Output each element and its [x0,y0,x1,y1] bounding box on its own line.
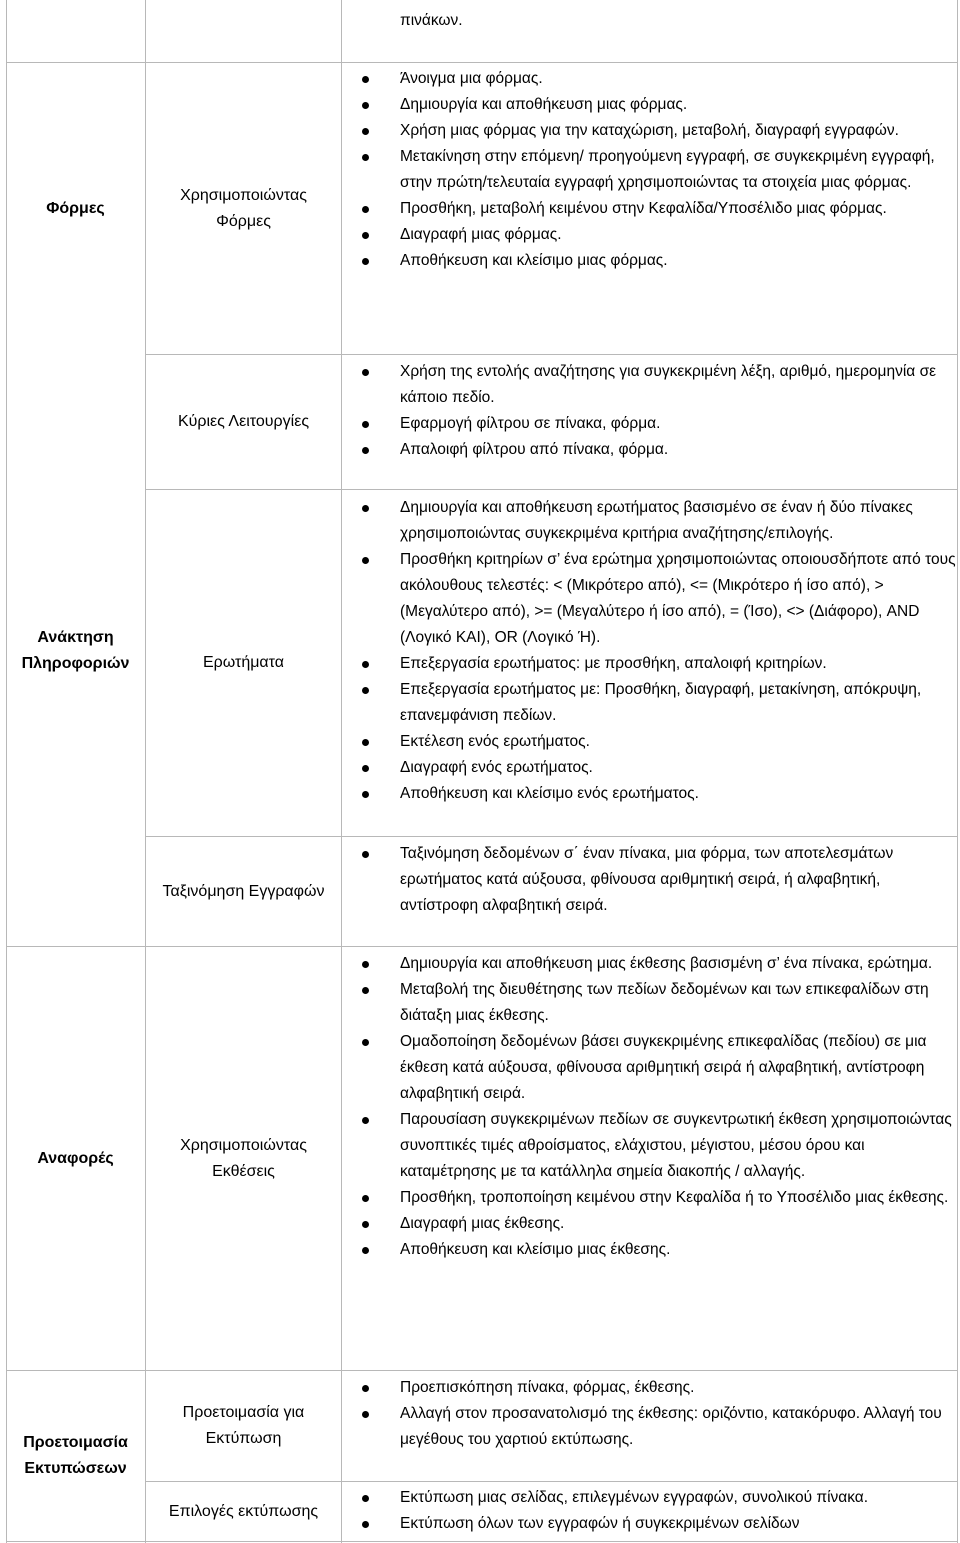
category-label: Ανάκτηση Πληροφοριών [21,628,130,672]
list-item: Άνοιγμα μια φόρμας. [362,66,958,92]
subcategory-label: Χρησιμοποιώντας Εκθέσεις [180,1136,307,1180]
bullet-icon [362,1511,372,1537]
subcategory-main-functions: Κύριες Λειτουργίες [177,413,310,430]
list-item: Προσθήκη, τροποποίηση κειμένου στην Κεφαλίδα ή το Υποσέλιδο μιας έκθεσης. [362,1185,958,1211]
bullet-icon [362,196,372,222]
bullet-icon [362,1401,372,1427]
list-item: Δημιουργία και αποθήκευση ερωτήματος βασισμένο σε έναν ή δύο πίνακες χρησιμοποιώντας συγκεκριμένα κριτήρια αναζήτησης/επιλογής. [362,495,958,547]
list-item: Επεξεργασία ερωτήματος με: Προσθήκη, διαγραφή, μετακίνηση, απόκρυψη, επανεμφάνιση πεδίων. [362,677,958,729]
prepare-print-items [362,1375,958,1453]
subcategory-print-options: Επιλογές εκτύπωσης [168,1502,319,1520]
bullet-icon [362,66,372,92]
main-functions-items [362,359,958,463]
list-item: Προσθήκη, μεταβολή κειμένου στην Κεφαλίδα/Υποσέλιδο μιας φόρμας. [362,196,958,222]
subcategory-label: Χρησιμοποιώντας Φόρμες [180,186,307,230]
bullet-icon [362,1375,372,1401]
bullet-icon [362,437,372,463]
list-item: Αποθήκευση και κλείσιμο ενός ερωτήματος. [362,781,958,807]
bullet-icon [362,1237,372,1263]
bullet-icon [362,1107,372,1133]
bullet-icon [362,92,372,118]
bullet-icon [362,677,372,703]
list-item: Αποθήκευση και κλείσιμο μιας φόρμας. [362,248,958,274]
bullet-icon [362,144,372,170]
list-item: Διαγραφή μιας φόρμας. [362,222,958,248]
list-item: Απαλοιφή φίλτρου από πίνακα, φόρμα. [362,437,958,463]
bullet-icon [362,841,372,867]
column-divider-2 [341,0,342,1543]
bullet-icon [362,651,372,677]
list-item: Αλλαγή στον προσανατολισμό της έκθεσης: οριζόντιο, κατακόρυφο. Αλλαγή του μεγέθους του χαρτιού εκτύπωσης. [362,1401,958,1453]
category-reports: Αναφορές [37,1149,114,1167]
list-item: Εκτύπωση μιας σελίδας, επιλεγμένων εγγραφών, συνολικού πίνακα. [362,1485,958,1511]
bullet-icon [362,977,372,1003]
list-item: Αποθήκευση και κλείσιμο μιας έκθεσης. [362,1237,958,1263]
list-item: Διαγραφή μιας έκθεσης. [362,1211,958,1237]
list-item: Δημιουργία και αποθήκευση μιας φόρμας. [362,92,958,118]
list-item: Προεπισκόπηση πίνακα, φόρμας, έκθεσης. [362,1375,958,1401]
bullet-icon [362,248,372,274]
category-label: Προετοιμασία Εκτυπώσεων [23,1434,128,1477]
bullet-icon [362,729,372,755]
bullet-icon [362,411,372,437]
subcategory-prepare-print [146,1371,341,1481]
list-item: Επεξεργασία ερωτήματος: με προσθήκη, απαλοιφή κριτηρίων. [362,651,958,677]
list-item: Χρήση μιας φόρμας για την καταχώριση, μεταβολή, διαγραφή εγγραφών. [362,118,958,144]
bullet-icon [362,359,372,385]
subcategory-queries: Ερωτήματα [202,654,285,671]
list-item: Δημιουργία και αποθήκευση μιας έκθεσης βασισμένη σ’ ένα πίνακα, ερώτημα. [362,951,958,977]
list-item: Προσθήκη κριτηρίων σ’ ένα ερώτημα χρησιμοποιώντας οποιουσδήποτε από τους ακόλουθους τελεστές: < (Μικρότερο από), <= (Μικρότερο ή ίσο από), > (Μεγαλύτερο από), >= (Μεγαλύτερο ή ίσο από), = (Ίσο), <> (Διάφορο), AND (Λογικό ΚΑΙ), OR (Λογικό Ή). [362,547,958,651]
bullet-icon [362,781,372,807]
sorting-items [362,841,958,919]
list-item: Διαγραφή ενός ερωτήματος. [362,755,958,781]
print-options-items [362,1485,958,1537]
table-border-bottom [6,1541,958,1542]
subcategory-label: Προετοιμασία για Εκτύπωση [182,1404,305,1447]
bullet-icon [362,1185,372,1211]
bullet-icon [362,951,372,977]
list-item: Εκτέλεση ενός ερωτήματος. [362,729,958,755]
continued-text: πινάκων. [400,12,463,29]
forms-items [362,66,958,274]
queries-items [362,495,958,807]
category-information-retrieval [6,355,145,946]
bullet-icon [362,495,372,521]
subcategory-using-forms [146,63,341,354]
bullet-icon [362,1211,372,1237]
subcategory-using-reports [146,947,341,1370]
bullet-icon [362,118,372,144]
list-item: Χρήση της εντολής αναζήτησης για συγκεκριμένη λέξη, αριθμό, ημερομηνία σε κάποιο πεδίο. [362,359,958,411]
list-item: Παρουσίαση συγκεκριμένων πεδίων σε συγκεντρωτική έκθεση χρησιμοποιώντας συνοπτικές τιμές αθροίσματος, ελάχιστου, μέγιστου, μέσου όρου και καταμέτρησης με τα κατάλληλα σημεία διακοπής / αλλαγής. [362,1107,958,1185]
list-item: Εφαρμογή φίλτρου σε πίνακα, φόρμα. [362,411,958,437]
list-item: Μετακίνηση στην επόμενη/ προηγούμενη εγγραφή, σε συγκεκριμένη εγγραφή, στην πρώτη/τελευταία εγγραφή χρησιμοποιώντας τα στοιχεία μιας φόρμας. [362,144,958,196]
reports-items [362,951,958,1263]
bullet-icon [362,1485,372,1511]
list-item: Μεταβολή της διευθέτησης των πεδίων δεδομένων και των επικεφαλίδων στη διάταξη μιας έκθεσης. [362,977,958,1029]
bullet-icon [362,547,372,573]
subcategory-sorting: Ταξινόμηση Εγγραφών [162,882,325,900]
category-print-preparation [6,1371,145,1541]
bullet-icon [362,1029,372,1055]
list-item: Ομαδοποίηση δεδομένων βάσει συγκεκριμένης επικεφαλίδας (πεδίου) σε μια έκθεση κατά αύξουσα, φθίνουσα αριθμητική σειρά ή αλφαβητική, αντίστροφη αλφαβητική σειρά. [362,1029,958,1107]
bullet-icon [362,222,372,248]
list-item: Εκτύπωση όλων των εγγραφών ή συγκεκριμένων σελίδων [362,1511,958,1537]
list-item: Ταξινόμηση δεδομένων σ΄ έναν πίνακα, μια φόρμα, των αποτελεσμάτων ερωτήματος κατά αύξουσα, φθίνουσα αριθμητική σειρά, ή αλφαβητική, αντίστροφη αλφαβητική σειρά. [362,841,958,919]
category-forms: Φόρμες [46,199,105,217]
bullet-icon [362,755,372,781]
